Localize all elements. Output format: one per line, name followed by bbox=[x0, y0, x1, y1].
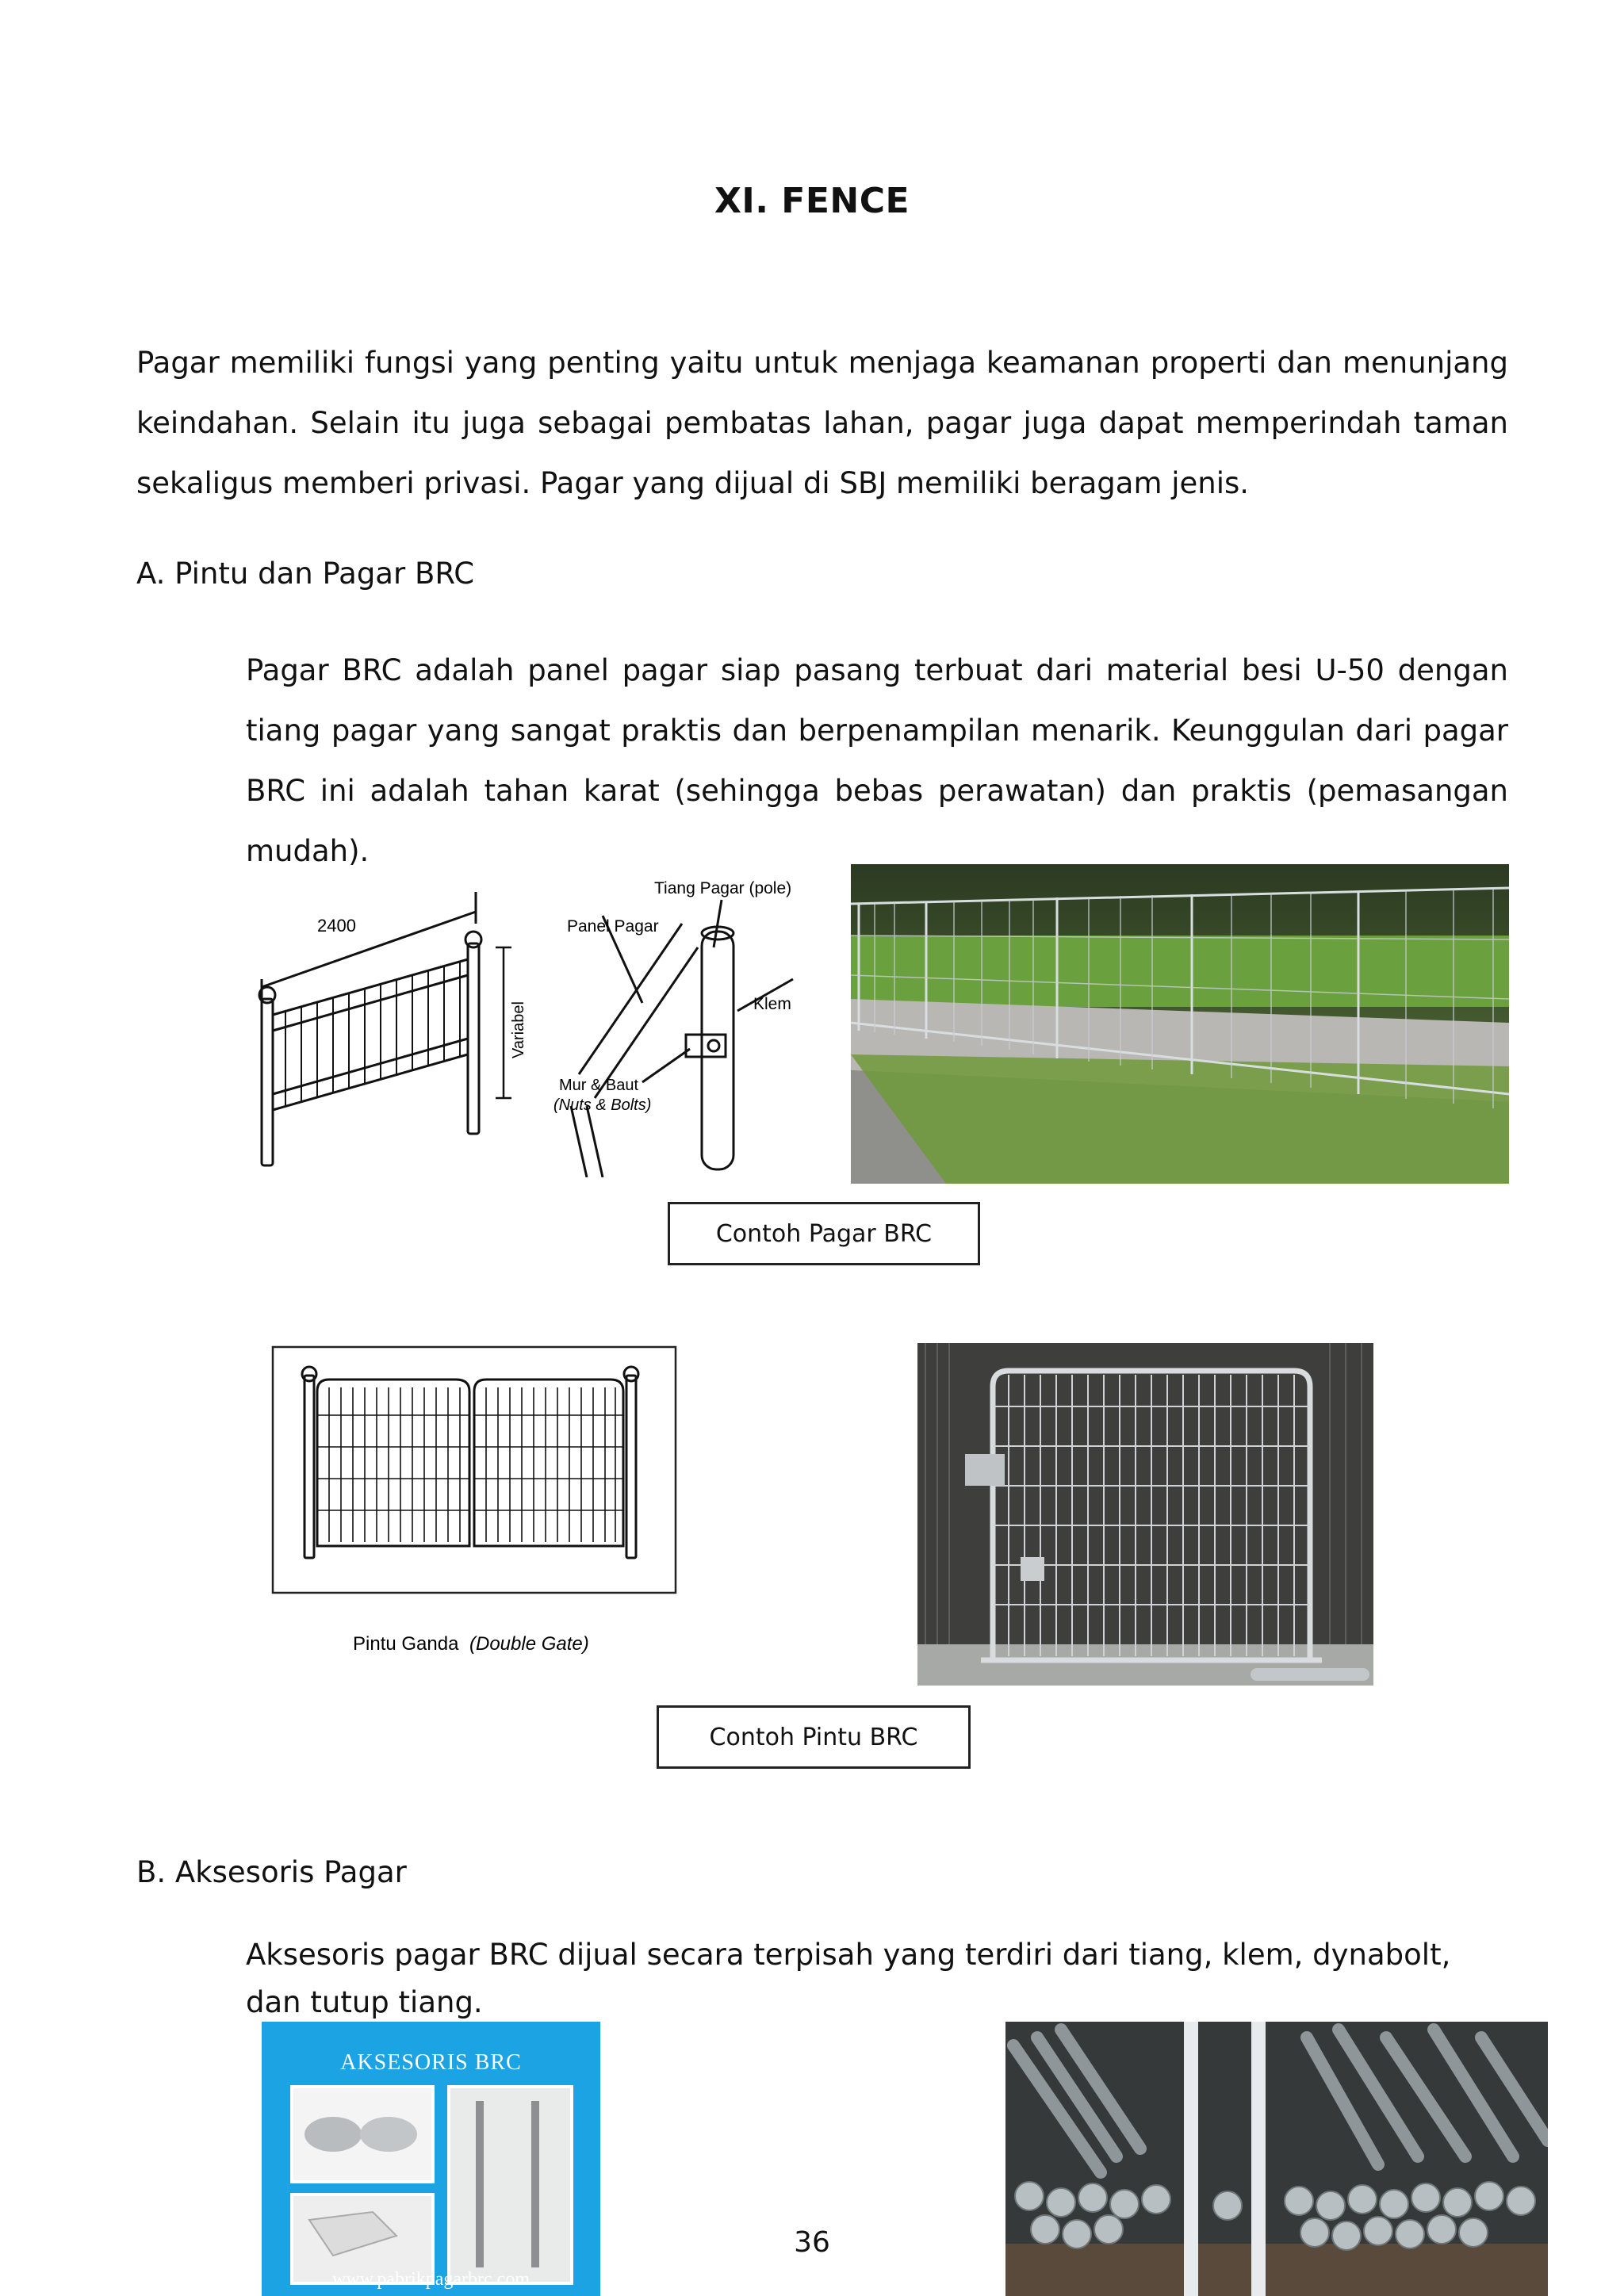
clamp-label: Klem bbox=[753, 995, 791, 1013]
nuts-label: Mur & Baut bbox=[559, 1077, 639, 1094]
caption-fence: Contoh Pagar BRC bbox=[668, 1202, 980, 1265]
brc-gate-photo bbox=[917, 1343, 1373, 1686]
nuts-label-en: (Nuts & Bolts) bbox=[553, 1096, 652, 1114]
section-b-body: Aksesoris pagar BRC dijual secara terpisah yang terdiri dari tiang, klem, dynabolt, dan tutup tiang. bbox=[246, 1938, 1451, 2019]
pole-label: Tiang Pagar (pole) bbox=[654, 879, 792, 897]
brc-fence-diagram bbox=[238, 868, 817, 1177]
section-b-heading: B. Aksesoris Pagar bbox=[136, 1855, 407, 1889]
gate-label-en: (Double Gate) bbox=[469, 1633, 589, 1655]
gate-label: Pintu Ganda bbox=[353, 1633, 459, 1655]
section-a-heading: A. Pintu dan Pagar BRC bbox=[136, 557, 475, 591]
panel-label: Panel Pagar bbox=[567, 917, 659, 936]
page-title: XI. FENCE bbox=[714, 181, 910, 221]
width-label: 2400 bbox=[317, 916, 356, 936]
height-label: Variabel bbox=[510, 1001, 527, 1058]
page-number: 36 bbox=[794, 2226, 830, 2259]
section-a-body: Pagar BRC adalah panel pagar siap pasang terbuat dari material besi U-50 dengan tiang pagar yang sangat praktis dan berpenampilan menarik. Keunggulan dari pagar BRC ini adalah tahan karat (sehingga bebas perawatan) dan praktis (pemasangan mudah). bbox=[246, 653, 1508, 868]
double-gate-diagram bbox=[270, 1344, 682, 1661]
caption-gate: Contoh Pintu BRC bbox=[657, 1705, 971, 1769]
promo-title: AKSESORIS BRC bbox=[340, 2050, 522, 2075]
brc-fence-photo bbox=[851, 864, 1509, 1184]
promo-url: www.pabrikpagarbrc.com bbox=[331, 2269, 530, 2290]
intro-paragraph: Pagar memiliki fungsi yang penting yaitu untuk menjaga keamanan properti dan menunjang keindahan. Selain itu juga sebagai pembatas lahan, pagar juga dapat memperindah taman sekaligus memberi privasi. Pagar yang dijual di SBJ memiliki beragam jenis. bbox=[136, 346, 1508, 500]
